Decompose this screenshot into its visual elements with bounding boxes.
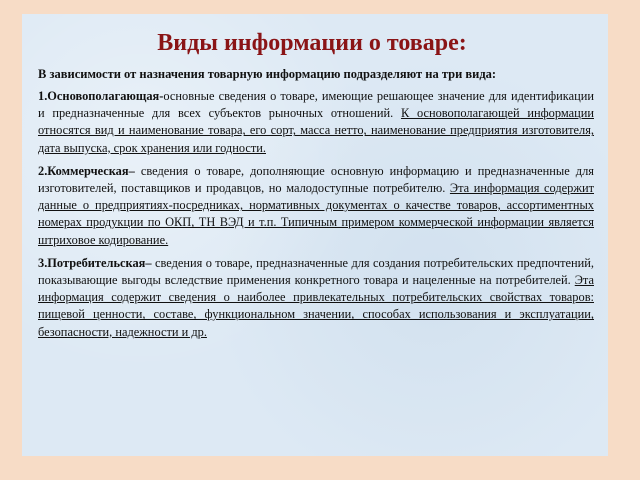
info-type-term: 2.Коммерческая– [38, 163, 135, 178]
slide-title: Виды информации о товаре: [157, 30, 467, 56]
info-type-description: сведения о товаре, дополняющие основную информацию и предназначенные для изготовителей, поставщиков и продавцов, но малодоступные потребителю. [38, 163, 594, 196]
info-type-consumer [38, 255, 594, 341]
info-type-examples: К основополагающей информации относятся вид и наименование товара, его сорт, масса нетто, наименование предприятия изготовителя, дата выпуска, срок хранения или годности. [38, 106, 594, 155]
slide [22, 14, 608, 456]
info-type-description: основные сведения о товаре, имеющие решающее значение для идентификации и предназначенные для всех субъектов рыночных отношений. [38, 89, 594, 121]
info-type-examples: Эта информация содержит сведения о наиболее привлекательных потребительских свойствах товаров: пищевой ценности, составе, функциональном значении, способах использования и эксплуатации, безопасности, надежности и др. [38, 273, 594, 339]
info-type-commercial [38, 163, 594, 249]
info-type-term: 1.Основополагающая- [38, 89, 164, 103]
info-type-examples: Эта информация содержит данные о предприятиях-посредниках, нормативных документах о качестве товаров, ассортиментных номерах продукции по ОКП, ТН ВЭД и т.п. Типичным примером коммерческой информации является штриховое кодирование. [38, 181, 594, 247]
lead-paragraph: В зависимости от назначения товарную информацию подразделяют на три вида: [38, 67, 497, 81]
info-type-term: 3.Потребительская– [38, 255, 152, 270]
info-type-basic [38, 88, 594, 157]
info-type-description: сведения о товаре, предназначенные для создания потребительских предпочтений, показывающие выгоды вследствие применения конкретного товара и нацеленные на потребителей. [38, 255, 594, 288]
